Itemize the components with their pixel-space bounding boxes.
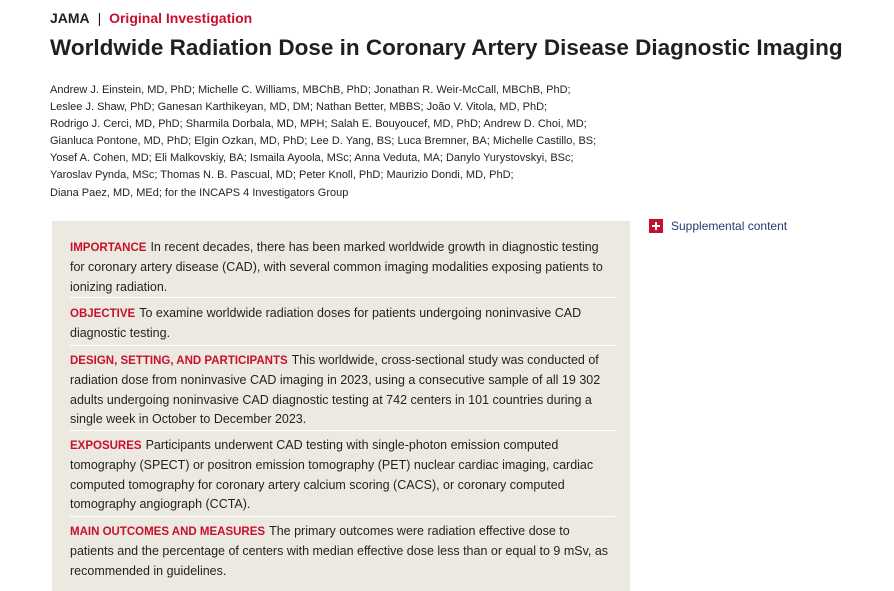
- abstract-outcomes: [70, 522, 615, 581]
- abstract-text: The primary outcomes were radiation effective dose to patients and the percentage of centers with median effective dose less than or equal to 9 mSv, as recommended in guidelines.: [70, 524, 609, 578]
- journal-header: [50, 10, 252, 26]
- supplemental-content-link[interactable]: [649, 219, 787, 233]
- article-title: Worldwide Radiation Dose in Coronary Artery Disease Diagnostic Imaging: [50, 35, 843, 60]
- author-line: Andrew J. Einstein, MD, PhD; Michelle C. Williams, MBChB, PhD; Jonathan R. Weir-McCall, MBChB, PhD;: [50, 84, 571, 96]
- author-line: Leslee J. Shaw, PhD; Ganesan Karthikeyan, MD, DM; Nathan Better, MBBS; João V. Vitola, MD, PhD;: [50, 101, 548, 114]
- section-divider: [70, 297, 615, 298]
- author-line: Diana Paez, MD, MEd; for the INCAPS 4 Investigators Group: [50, 186, 349, 199]
- supplemental-content-label: Supplemental content: [671, 219, 788, 233]
- abstract-heading: IMPORTANCE: [70, 242, 147, 254]
- abstract-importance: [70, 238, 615, 297]
- abstract-heading: MAIN OUTCOMES AND MEASURES: [70, 526, 266, 538]
- author-list: [50, 82, 610, 202]
- header-separator: |: [97, 10, 102, 26]
- plus-icon: [649, 219, 663, 233]
- abstract-text: Participants underwent CAD testing with single-photon emission computed tomography (SPECT) or positron emission tomography (PET) nuclear cardiac imaging, cardiac computed tomography for coronary artery calcium scoring (CACS), or coronary computed tomography angiograph (CCTA).: [70, 438, 594, 512]
- abstract-exposures: [70, 436, 615, 515]
- abstract-heading: OBJECTIVE: [70, 308, 136, 320]
- author-line: Yaroslav Pynda, MSc; Thomas N. B. Pascual, MD; Peter Knoll, PhD; Maurizio Dondi, MD, PhD;: [50, 169, 514, 182]
- abstract-design: [70, 351, 615, 430]
- section-divider: [70, 430, 615, 431]
- abstract-text: To examine worldwide radiation doses for patients undergoing noninvasive CAD diagnostic testing.: [70, 306, 582, 341]
- author-line: Gianluca Pontone, MD, PhD; Elgin Ozkan, MD, PhD; Lee D. Yang, BS; Luca Bremner, BA; Michelle Castillo, BS;: [50, 135, 597, 148]
- abstract-objective: [70, 304, 615, 344]
- abstract-heading: DESIGN, SETTING, AND PARTICIPANTS: [70, 355, 288, 367]
- author-line: Yosef A. Cohen, MD; Eli Malkovskiy, BA; Ismaila Ayoola, MSc; Anna Veduta, MA; Danylo Yurystovskyi, BSc;: [50, 152, 574, 165]
- abstract-heading: EXPOSURES: [70, 440, 142, 452]
- abstract-text: This worldwide, cross-sectional study was conducted of radiation dose from noninvasive CAD imaging in 2023, using a consecutive sample of all 19 302 adults undergoing noninvasive CAD diagnostic testing at 742 centers in 101 countries during a single week in October to December 2023.: [70, 353, 601, 427]
- journal-name: JAMA: [50, 10, 90, 26]
- abstract-text: In recent decades, there has been marked worldwide growth in diagnostic testing for coronary artery disease (CAD), with several common imaging modalities exposing patients to ionizing radiation.: [70, 240, 603, 294]
- article-type: Original Investigation: [109, 10, 253, 26]
- abstract-box: [52, 221, 630, 591]
- section-divider: [70, 345, 615, 346]
- author-line: Rodrigo J. Cerci, MD, PhD; Sharmila Dorbala, MD, MPH; Salah E. Bouyoucef, MD, PhD; Andrew D. Choi, MD;: [50, 118, 587, 131]
- section-divider: [70, 516, 615, 517]
